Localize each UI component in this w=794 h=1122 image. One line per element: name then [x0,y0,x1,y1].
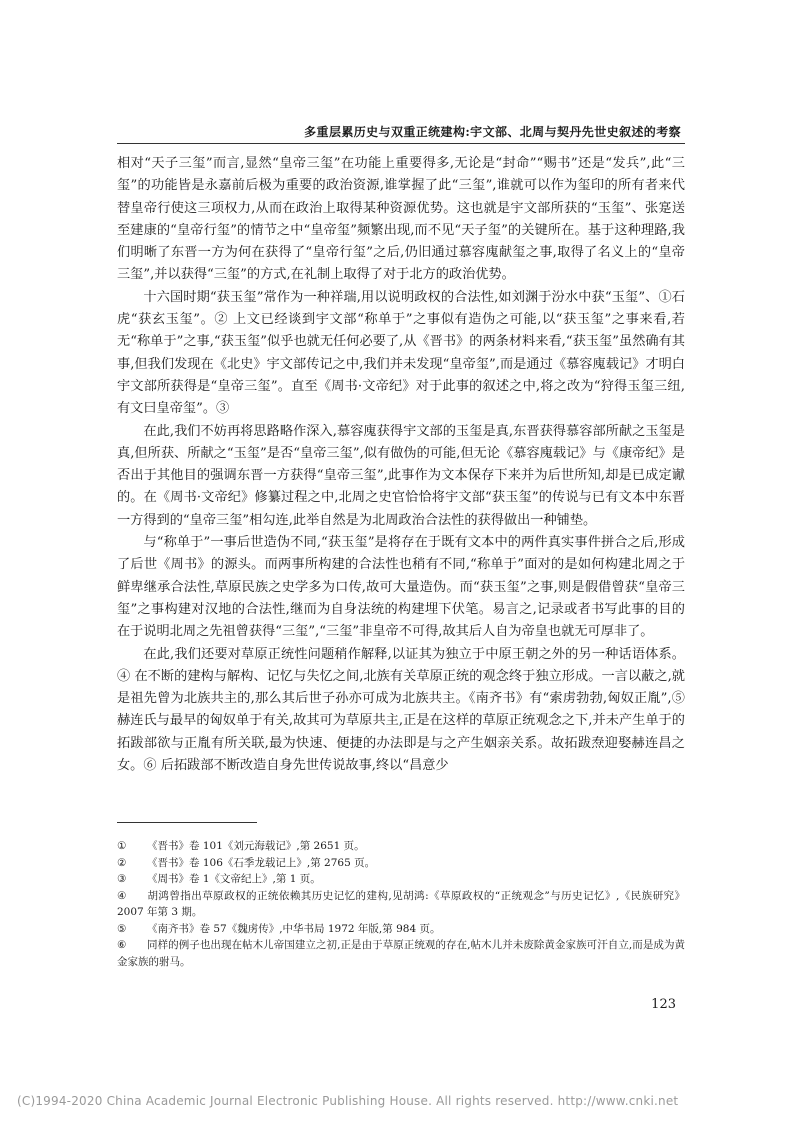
paragraph: 与“称单于”一事后世造伪不同,“获玉玺”是将存在于既有文本中的两件真实事件拼合之后,形成了后世《周书》的源头。而两事所构建的合法性也稍有不同,“称单于”面对的是如何构建北周之于鲜卑继承合法性,草原民族之史学多为口传,故可大量造伪。而“获玉玺”之事,则是假借曾获“皇帝三玺”之事构建对汉地的合法性,继而为自身法统的构建埋下伏笔。易言之,记录或者书写此事的目的在于说明北周之先祖曾获得“三玺”,“三玺”非皇帝不可得,故其后人自为帝皇也就无可厚非了。 [117,535,685,640]
paragraph: 在此,我们还要对草原正统性问题稍作解释,以证其为独立于中原王朝之外的另一种话语体系。④ 在不断的建构与解构、记忆与失忆之间,北族有关草原正统的观念终于独立形成。一言以蔽之,就是祖先曾为北族共主的,那么其后世子孙亦可成为北族共主。《南齐书》有“索虏勃勃,匈奴正胤”,⑤赫连氏与最早的匈奴单于有关,故其可为草原共主,正是在这样的草原正统观念之下,并未产生单于的拓跋部欲与正胤有所关联,最为快速、便捷的办法即是与之产生姻亲关系。故拓跋焘迎娶赫连昌之女。⑥ 后拓跋部不断改造自身先世传说故事,终以“昌意少 [117,646,685,774]
footnotes [117,838,685,970]
footnote-text: 胡鸿曾指出草原政权的正统依赖其历史记忆的建构,见胡鸿:《草原政权的“正统观念”与历史记忆》,《民族研究》2007 年第 3 期。 [117,889,685,918]
footnote-rule [117,822,257,823]
footnote-mark: ③ [117,873,127,885]
footnote-mark: ⑤ [117,922,127,935]
page-number: 123 [651,997,676,1012]
running-header: 多重层累历史与双重正统建构:宇文部、北周与契丹先世史叙述的考察 [304,125,681,139]
footnote-mark: ① [117,840,127,852]
paragraph: 十六国时期“获玉玺”常作为一种祥瑞,用以说明政权的合法性,如刘渊于汾水中获“玉玺”、①石虎“获玄玉玺”。② 上文已经谈到宇文部“称单于”之事似有造伪之可能,以“获玉玺”之事来看,若无“称单于”之事,“获玉玺”似乎也就无任何必要了,从《晋书》的两条材料来看,“获玉玺”虽然确有其事,但我们发现在《北史》宇文部传记之中,我们并未发现“皇帝玺”,而是通过《慕容廆载记》才明白宇文部所获得是“皇帝三玺”。直至《周书·文帝纪》对于此事的叙述之中,将之改为“狩得玉玺三纽,有文曰皇帝玺”。③ [117,289,685,417]
footnote [117,921,685,938]
paragraph: 相对“天子三玺”而言,显然“皇帝三玺”在功能上重要得多,无论是“封命”“赐书”还是“发兵”,此“三玺”的功能皆是永嘉前后极为重要的政治资源,谁掌握了此“三玺”,谁就可以作为玺印的所有者来代替皇帝行使这三项权力,从而在政治上取得某种资源优势。这也就是宇文部所获的“玉玺”、张寔送至建康的“皇帝行玺”的情节之中“皇帝玺”频繁出现,而不见“天子玺”的关键所在。基于这种理路,我们明晰了东晋一方为何在获得了“皇帝行玺”之后,仍旧通过慕容廆献玺之事,取得了名义上的“皇帝三玺”,并以获得“三玺”的方式,在礼制上取得了对于北方的政治优势。 [117,156,685,283]
footnote-text: 《周书》卷 1《文帝纪上》,第 1 页。 [147,873,321,885]
footnote-mark: ④ [117,889,127,902]
footnote [117,871,685,888]
paragraph: 在此,我们不妨再将思路略作深入,慕容廆获得宇文部的玉玺是真,东晋获得慕容部所献之玉玺是真,但所获、所献之“玉玺”是否“皇帝三玺”,似有做伪的可能,但无论《慕容廆载记》与《康帝纪》是否出于其他目的强调东晋一方获得“皇帝三玺”,此事作为文本保存下来并为后世所知,却是已成定谳的。在《周书·文帝纪》修纂过程之中,北周之史官恰恰将宇文部“获玉玺”的传说与已有文本中东晋一方得到的“皇帝三玺”相勾连,此举自然是为北周政治合法性的获得做出一种铺垫。 [117,423,685,528]
footnote-text: 《晋书》卷 101《刘元海载记》,第 2651 页。 [147,840,365,852]
footnote-mark: ⑥ [117,939,127,951]
header-rule [117,143,685,144]
footnote [117,888,685,921]
footnote-mark: ② [117,856,127,869]
footnote [117,838,685,855]
copyright-footer: (C)1994-2020 China Academic Journal Electronic Publishing House. All rights reserved. http://www.cnki.net [17,1094,679,1108]
footnote-text: 《南齐书》卷 57《魏虏传》,中华书局 1972 年版,第 984 页。 [147,922,441,935]
footnote [117,937,685,970]
footnote-text: 同样的例子也出现在帖木儿帝国建立之初,正是由于草原正统观的存在,帖木儿并未废除黄金家族可汗自立,而是成为黄金家族的驸马。 [117,939,685,968]
footnote-text: 《晋书》卷 106《石季龙载记上》,第 2765 页。 [147,856,376,869]
body-text [117,153,685,777]
footnote [117,855,685,872]
